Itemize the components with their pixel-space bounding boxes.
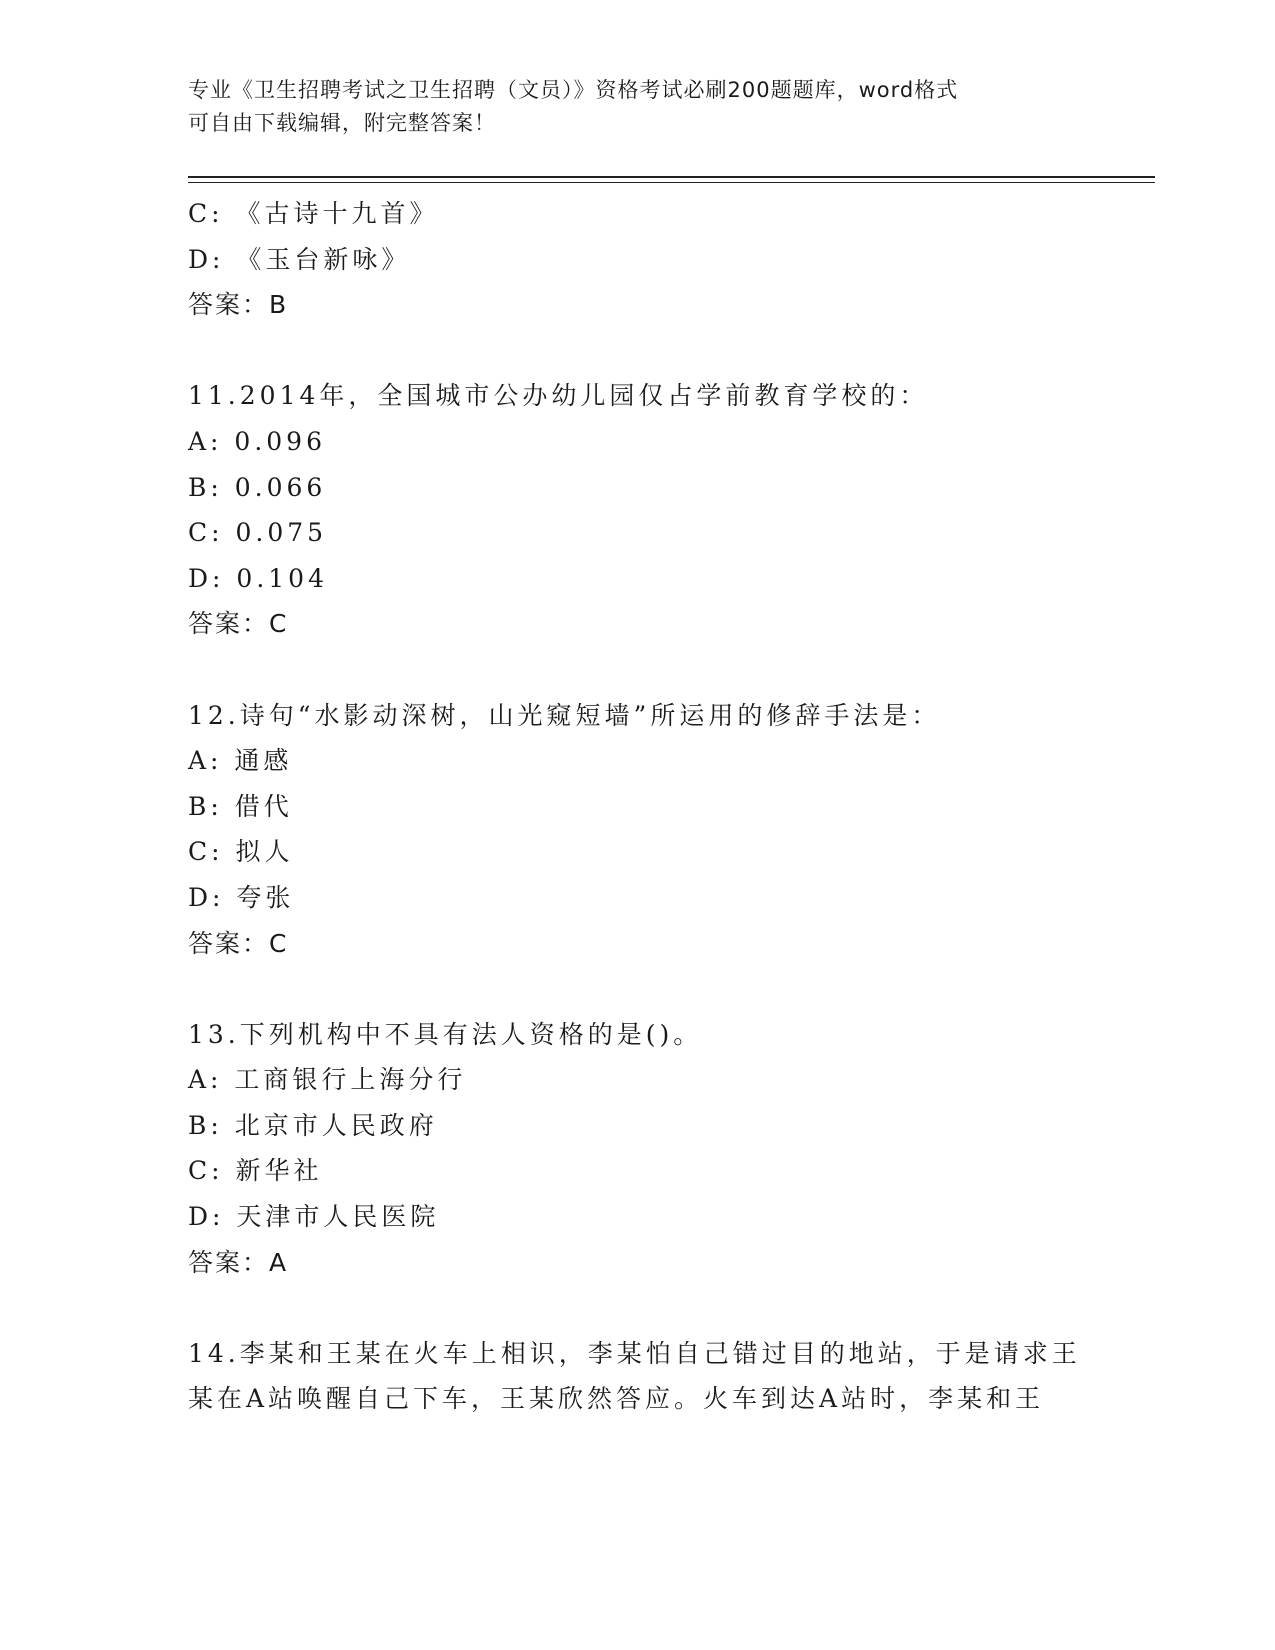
q13-stem: 13.下列机构中不具有法人资格的是()。: [188, 1019, 703, 1049]
q14-stem-line-2: 某在A站唤醒自己下车，王某欣然答应。火车到达A站时，李某和王: [188, 1384, 1045, 1414]
q11-option-a: A: 0.096: [188, 426, 326, 456]
q12-stem: 12.诗句“水影动深树，山光窥短墙”所运用的修辞手法是：: [188, 700, 941, 730]
q11-option-d: D: 0.104: [188, 563, 328, 593]
q13-option-d: D: 天津市人民医院: [188, 1202, 440, 1232]
header-rule-thick: [188, 176, 1155, 178]
document-header: [188, 74, 1088, 140]
header-rule-thin: [188, 182, 1155, 183]
q12-option-d: D: 夸张: [188, 882, 295, 912]
header-line-2: 可自由下载编辑，附完整答案！: [188, 111, 496, 135]
header-line-1: 专业《卫生招聘考试之卫生招聘（文员）》资格考试必刷200题题库，word格式: [188, 78, 959, 102]
q13-option-b: B: 北京市人民政府: [188, 1110, 438, 1140]
q11-option-c: C: 0.075: [188, 518, 328, 548]
q11-option-b: B: 0.066: [188, 472, 327, 502]
q11-answer: 答案：C: [188, 609, 289, 639]
q13-option-a: A: 工商银行上海分行: [188, 1065, 467, 1095]
q11-stem: 11.2014年，全国城市公办幼儿园仅占学前教育学校的：: [188, 381, 929, 411]
q12-option-c: C: 拟人: [188, 837, 294, 867]
q12-answer: 答案：C: [188, 928, 289, 958]
q13-option-c: C: 新华社: [188, 1156, 323, 1186]
question-list: [188, 191, 1148, 1422]
q12-option-b: B: 借代: [188, 791, 293, 821]
q10-answer: 答案：B: [188, 290, 289, 320]
q12-option-a: A: 通感: [188, 746, 293, 776]
q13-answer: 答案：A: [188, 1247, 289, 1277]
q10-option-c: C: 《古诗十九首》: [188, 199, 439, 228]
q14-stem-line-1: 14.李某和王某在火车上相识，李某怕自己错过目的地站，于是请求王: [188, 1338, 1081, 1368]
q10-option-d: D: 《玉台新咏》: [188, 244, 411, 274]
